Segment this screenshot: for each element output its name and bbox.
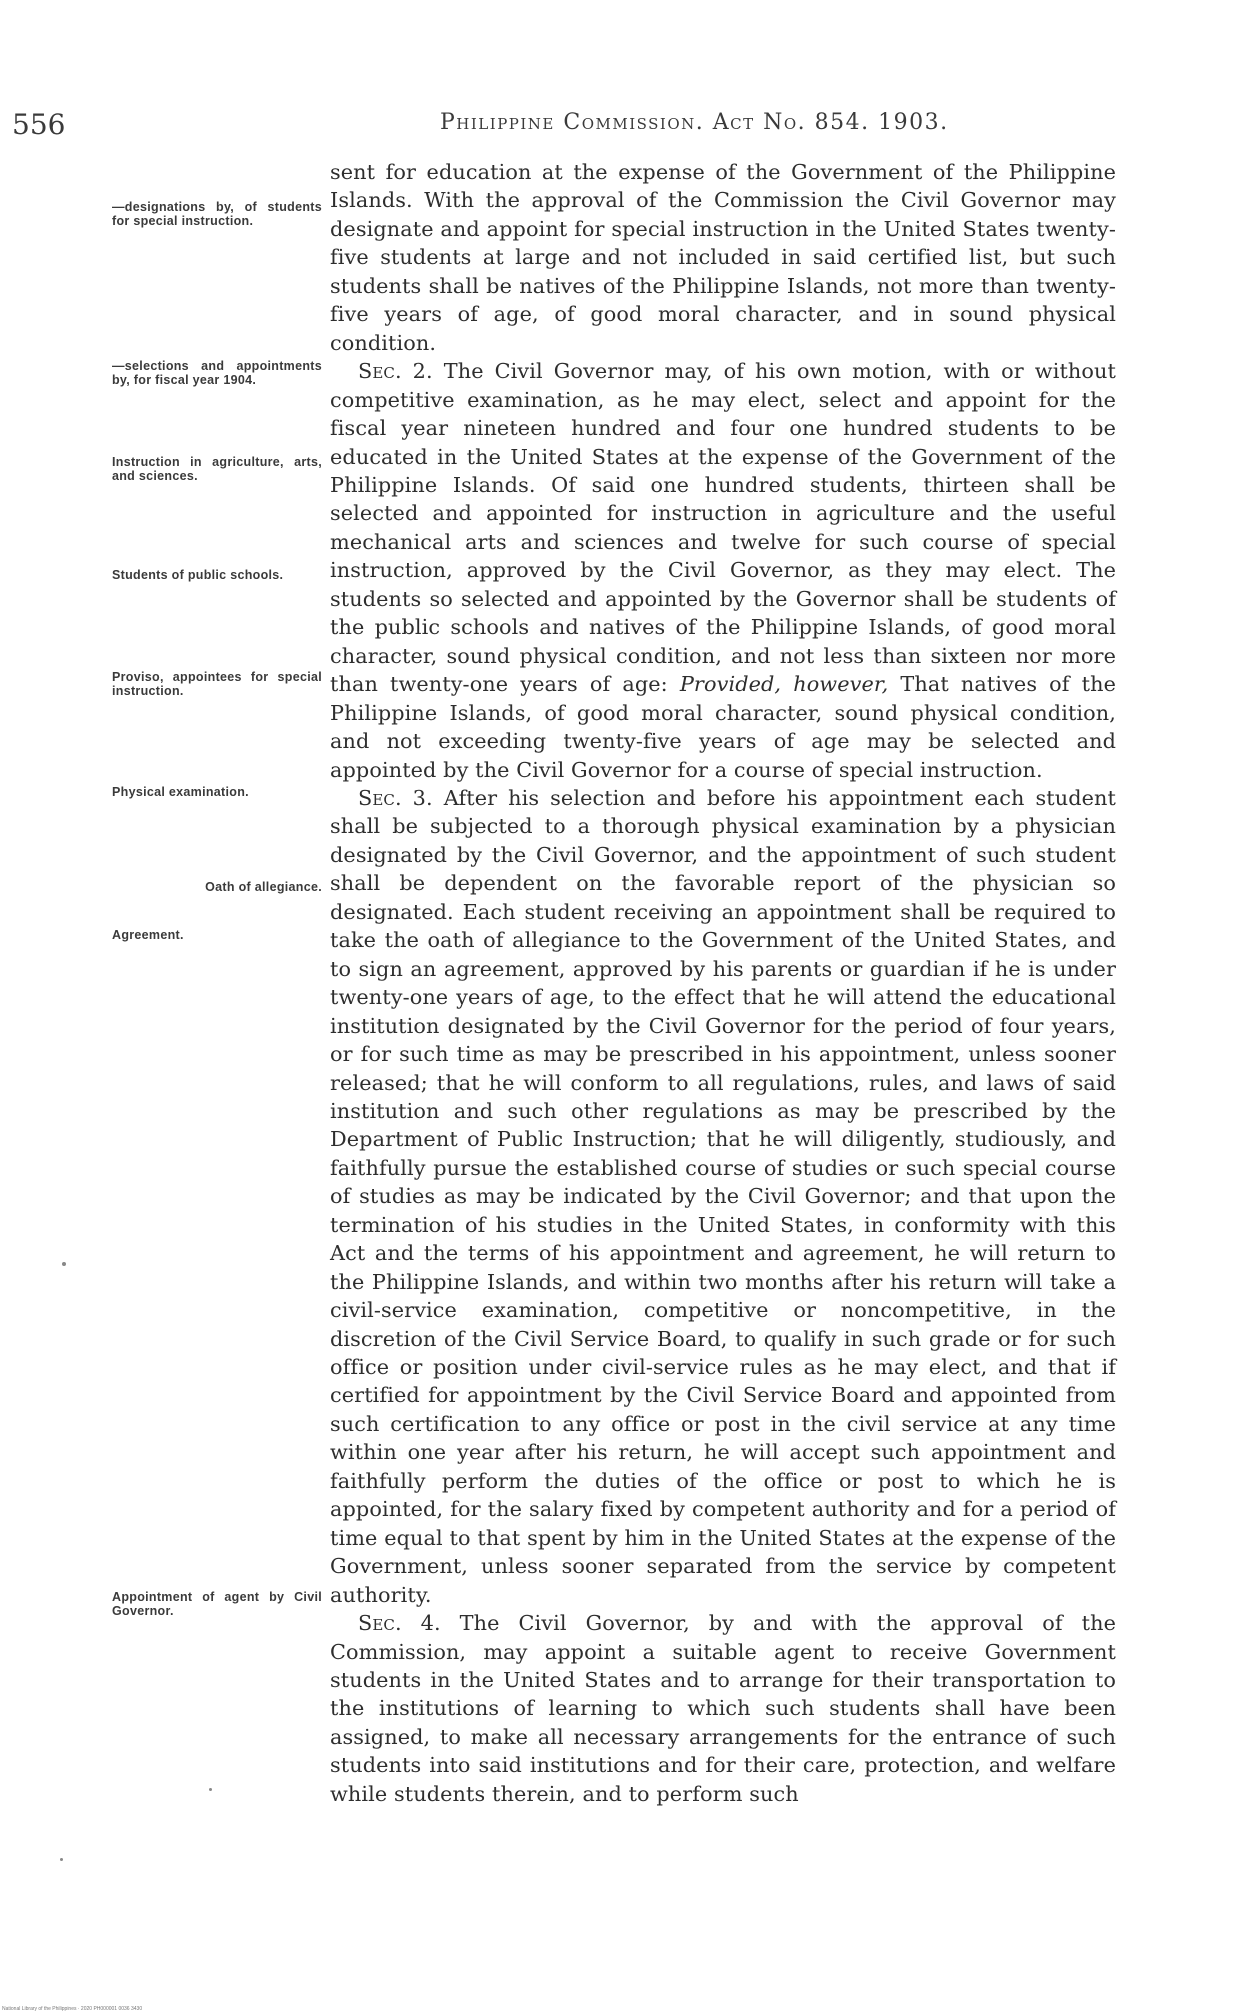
section-2-proviso-text: That natives of the Philippine Islands, of good moral character, sound physical condition, and not exceeding twenty-five years of age may be selected and appointed by the Civil Governor for a course of special instruction. — [330, 672, 1116, 782]
margin-note-proviso: Proviso, appointees for special instruction. — [112, 670, 322, 698]
margin-note-designations: —designations by, of students for special instruction. — [112, 200, 322, 228]
scan-speck — [62, 1262, 66, 1266]
section-2 — [330, 357, 1116, 784]
section-2-label: Sec. 2. — [358, 359, 433, 384]
section-3 — [330, 784, 1116, 1609]
margin-note-physical: Physical examination. — [112, 785, 249, 799]
act-body-text — [330, 158, 1116, 1808]
margin-note-public-schools: Students of public schools. — [112, 568, 284, 582]
proviso-text: Provided, however, — [679, 672, 889, 697]
section-4-text: The Civil Governor, by and with the approval of the Commission, may appoint a suitable agent to receive Government students in the United States and to arrange for their transportation to the institutions of learning to which such students shall have been assigned, to make all necessary arrangements for the entrance of such students into said institutions and for their care, protection, and welfare while students therein, and to perform such — [330, 1611, 1116, 1806]
section-4 — [330, 1609, 1116, 1808]
section-4-label: Sec. 4. — [358, 1611, 441, 1636]
section-3-text: After his selection and before his appointment each student shall be subjected to a thorough physical examination by a physician designated by the Civil Governor, and the appointment of such student shall be dependent on the favorable report of the physician so designated. Each student receiving an appointment shall be required to take the oath of allegiance to the Government of the United States, and to sign an agreement, approved by his parents or guardian if he is under twenty-one years of age, to the effect that he will attend the educational institution designated by the Civil Governor for the period of four years, or for such time as may be prescribed in his appointment, unless sooner released; that he will conform to all regulations, rules, and laws of said institution and such other regulations as may be prescribed by the Department of Public Instruction; that he will diligently, studiously, and faithfully pursue the established course of studies or such special course of studies as may be indicated by the Civil Governor; and that upon the termination of his studies in the United States, in conformity with this Act and the terms of his appointment and agreement, he will return to the Philippine Islands, and within two months after his return will take a civil-service examination, competitive or noncompetitive, in the discretion of the Civil Service Board, to qualify in such grade or for such office or position under civil-service rules as he may elect, and that if certified for appointment by the Civil Service Board and appointed from such certification to any office or post in the civil service at any time within one year after his return, he will accept such appointment and faithfully perform the duties of the office or post to which he is appointed, for the salary fixed by competent authority and for a period of time equal to that spent by him in the United States at the expense of the Government, unless sooner separated from the service by competent authority. — [330, 785, 1116, 1607]
margin-note-agent: Appointment of agent by Civil Governor. — [112, 1590, 322, 1618]
section-2-text: The Civil Governor may, of his own motion, with or without competitive examination, as he may elect, select and appoint for the fiscal year nineteen hundred and four one hundred students to be educated in the United States at the expense of the Government of the Philippine Islands. Of said one hundred students, thirteen shall be selected and appointed for instruction in agriculture and the useful mechanical arts and sciences and twelve for such course of special instruction, approved by the Civil Governor, as they may elect. The students so selected and appointed by the Governor shall be students of the public schools and natives of the Philippine Islands, of good moral character, sound physical condition, and not less than sixteen nor more than twenty-one years of age: — [330, 359, 1116, 697]
scan-footer-id: National Library of the Philippines · 2020 PH000001 0036 3430 — [2, 2006, 143, 2012]
running-head: Philippine Commission. Act No. 854. 1903. — [440, 110, 949, 135]
paragraph-continuation: sent for education at the expense of the Government of the Philippine Islands. With the approval of the Commission the Civil Governor may designate and appoint for special instruction in the United States twenty-five students at large and not included in said certified list, but such students shall be natives of the Philippine Islands, not more than twenty-five years of age, of good moral character, and in sound physical condition. — [330, 160, 1116, 355]
margin-note-instruction: Instruction in agriculture, arts, and sciences. — [112, 455, 322, 483]
margin-note-oath: Oath of allegiance. — [205, 880, 322, 894]
margin-note-agreement: Agreement. — [112, 928, 184, 942]
scan-speck — [209, 1788, 212, 1791]
page-number: 556 — [12, 108, 66, 141]
section-3-label: Sec. 3. — [358, 785, 433, 810]
margin-note-selections: —selections and appointments by, for fiscal year 1904. — [112, 359, 322, 387]
scan-speck — [60, 1858, 63, 1861]
